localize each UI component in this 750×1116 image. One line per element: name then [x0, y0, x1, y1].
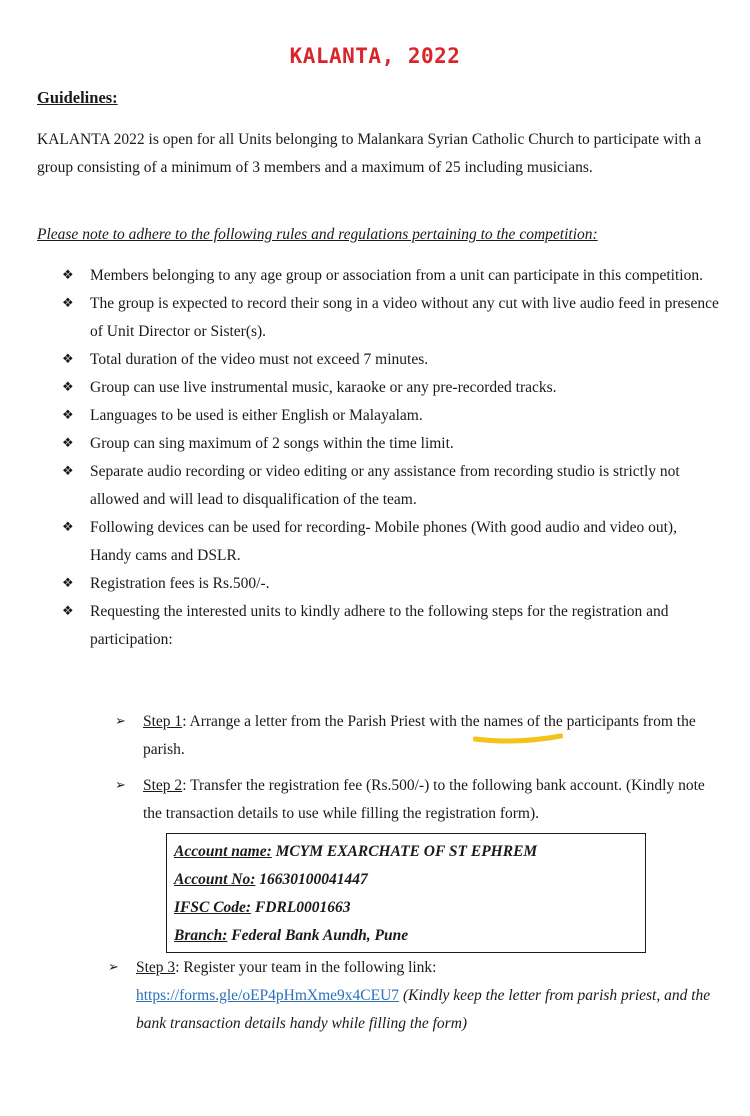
rule-item — [62, 402, 722, 430]
account-name-row — [174, 838, 637, 866]
rule-text: Separate audio recording or video editing or any assistance from recording studio is strictly not allowed and will lead to disqualification of the team. — [90, 463, 680, 508]
diamond-bullet-icon: ❖ — [62, 296, 74, 311]
step-2-text: : Transfer the registration fee (Rs.500/-) to the following bank account. (Kindly note the transaction details to use while filling the registration form). — [143, 777, 705, 822]
rule-item — [62, 430, 722, 458]
intro-paragraph: KALANTA 2022 is open for all Units belonging to Malankara Syrian Catholic Church to participate with a group consisting of a minimum of 3 members and a maximum of 25 including musicians. — [37, 131, 702, 176]
ifsc-row — [174, 894, 637, 922]
account-name-label: Account name: — [174, 843, 272, 860]
rule-item — [62, 290, 722, 346]
rule-text: Members belonging to any age group or association from a unit can participate in this competition. — [90, 267, 703, 284]
document-title: KALANTA, 2022 — [289, 44, 461, 68]
step-3-text: : Register your team in the following link: — [175, 959, 437, 976]
rule-item — [62, 262, 722, 290]
arrow-bullet-icon: ➢ — [115, 714, 126, 729]
bank-account-box — [166, 833, 646, 953]
rule-text: The group is expected to record their song in a video without any cut with live audio feed in presence of Unit Director or Sister(s). — [90, 295, 719, 340]
diamond-bullet-icon: ❖ — [62, 576, 74, 591]
diamond-bullet-icon: ❖ — [62, 380, 74, 395]
step-2-label: Step 2 — [143, 777, 183, 794]
guidelines-heading: Guidelines: — [37, 88, 118, 107]
account-number-label: Account No: — [174, 871, 256, 888]
step-3 — [108, 954, 723, 1038]
rule-text: Following devices can be used for recording- Mobile phones (With good audio and video out), Handy cams and DSLR. — [90, 519, 677, 564]
step-3-block — [108, 954, 723, 1038]
step-1 — [115, 708, 725, 764]
diamond-bullet-icon: ❖ — [62, 604, 74, 619]
diamond-bullet-icon: ❖ — [62, 436, 74, 451]
step-1-text: : Arrange a letter from the Parish Priest with the names of the participants from the parish. — [143, 713, 696, 758]
account-name-value: MCYM EXARCHATE OF ST EPHREM — [271, 843, 538, 860]
diamond-bullet-icon: ❖ — [62, 352, 74, 367]
step-3-note: (Kindly keep the letter from parish priest, and the bank transaction details handy while filling the form) — [136, 987, 711, 1032]
rule-text: Total duration of the video must not exceed 7 minutes. — [90, 351, 429, 368]
account-number-value: 16630100041447 — [255, 871, 368, 888]
highlighter-mark — [473, 730, 563, 748]
rule-item — [62, 598, 722, 654]
branch-row — [174, 922, 637, 950]
rule-item — [62, 514, 722, 570]
diamond-bullet-icon: ❖ — [62, 520, 74, 535]
rule-item — [62, 346, 722, 374]
step-1-label: Step 1 — [143, 713, 183, 730]
rule-text: Requesting the interested units to kindly adhere to the following steps for the registration and participation: — [90, 603, 669, 648]
step-2 — [115, 772, 725, 828]
rule-item — [62, 374, 722, 402]
ifsc-value: FDRL0001663 — [251, 899, 351, 916]
rule-text: Languages to be used is either English or Malayalam. — [90, 407, 423, 424]
diamond-bullet-icon: ❖ — [62, 268, 74, 283]
branch-label: Branch: — [174, 927, 228, 944]
steps-1-2 — [115, 708, 725, 828]
rule-text: Group can use live instrumental music, karaoke or any pre-recorded tracks. — [90, 379, 557, 396]
rule-item — [62, 570, 722, 598]
rules-list — [62, 262, 722, 654]
registration-form-link[interactable]: https://forms.gle/oEP4pHmXme9x4CEU7 — [136, 987, 400, 1004]
branch-value: Federal Bank Aundh, Pune — [227, 927, 409, 944]
diamond-bullet-icon: ❖ — [62, 408, 74, 423]
step-3-label: Step 3 — [136, 959, 176, 976]
rule-text: Group can sing maximum of 2 songs within the time limit. — [90, 435, 454, 452]
ifsc-label: IFSC Code: — [174, 899, 252, 916]
rule-text: Registration fees is Rs.500/-. — [90, 575, 270, 592]
diamond-bullet-icon: ❖ — [62, 464, 74, 479]
account-number-row — [174, 866, 637, 894]
arrow-bullet-icon: ➢ — [108, 960, 119, 975]
rules-note: Please note to adhere to the following rules and regulations pertaining to the competition: — [37, 226, 598, 243]
arrow-bullet-icon: ➢ — [115, 778, 126, 793]
rule-item — [62, 458, 722, 514]
